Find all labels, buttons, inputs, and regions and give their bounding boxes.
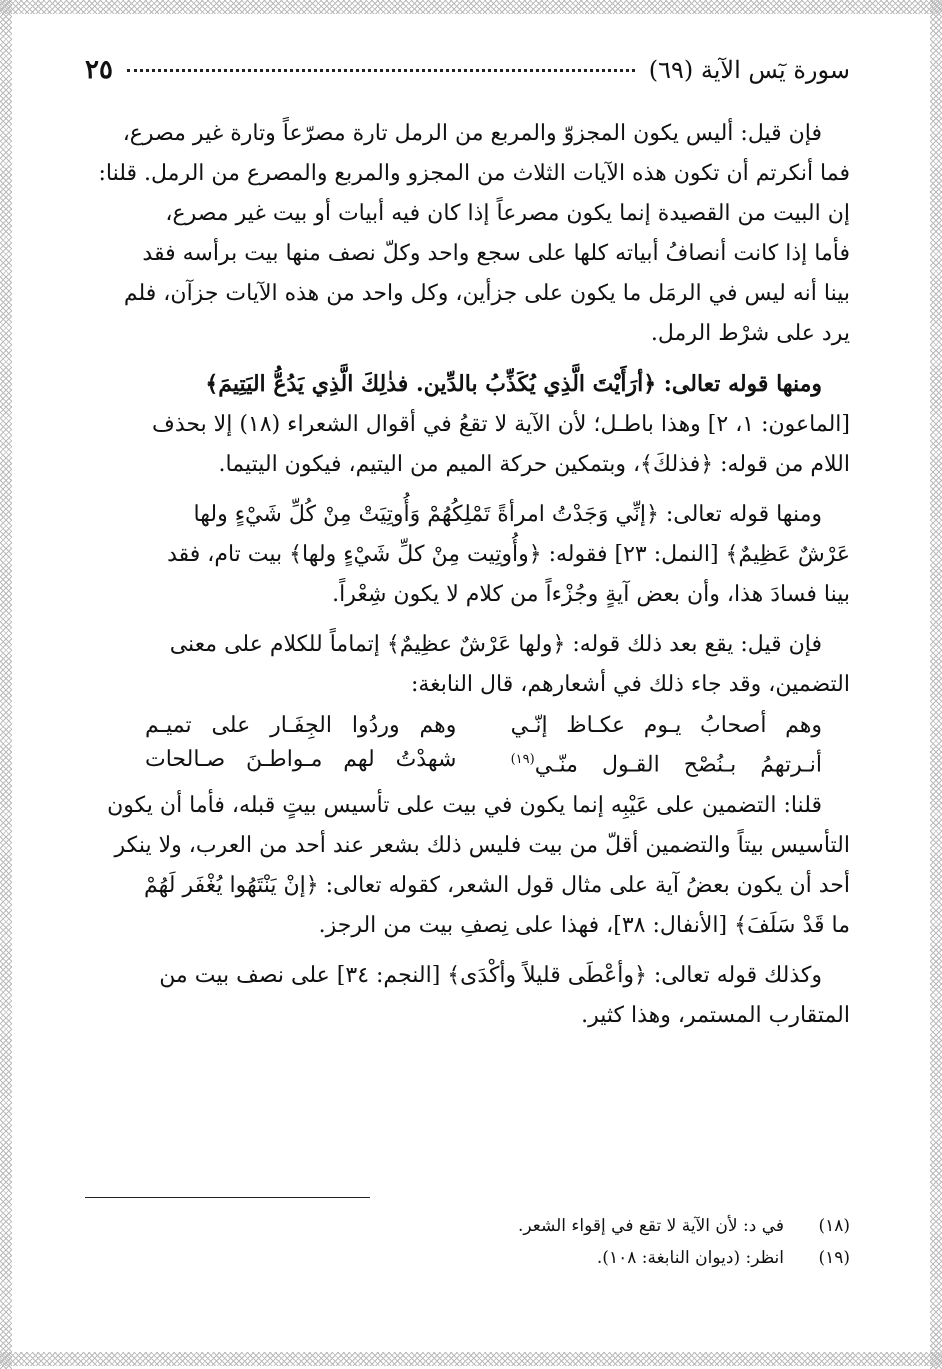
text-line: إن البيت من القصيدة إنما يكون مصرعاً إذا كان فيه أبيات أو بيت غير مصرع، (165, 201, 850, 226)
hemistich-right: وهم أصحابُ يـوم عكـاظ إنّـي (510, 713, 822, 738)
page-border-bottom (0, 1352, 942, 1366)
paragraph (85, 364, 850, 485)
footnote (85, 1242, 850, 1274)
quran-verse-line: ومنها قوله تعالى: ﴿أرَأَيْتَ الَّذِي يُكَذِّبُ بالدِّين. فذٰلِكَ الَّذِي يَدُعُّ اليَتِيمَ﴾ (205, 371, 822, 397)
footnotes (85, 1210, 850, 1274)
text-line: بينا أنه ليس في الرمَل ما يكون على جزأين، وكل واحد من هذه الآيات جزآن، فلم (123, 281, 850, 306)
paragraph (85, 625, 850, 705)
paragraph (85, 114, 850, 354)
poem (85, 709, 850, 782)
text-line: ما قَدْ سَلَفَ﴾ [الأنفال: ٣٨]، فهذا على نِصفِ بيت من الرجز. (318, 913, 850, 939)
page-border-right (930, 0, 942, 1369)
poem-verse (85, 709, 850, 743)
text-line: قلنا: التضمين على عَيْبِه إنما يكون في بيت على تأسيس بيتٍ قبله، فأما أن يكون (107, 793, 822, 819)
text-line: فأما إذا كانت أنصافُ أبياته كلها على سجع واحد وكلّ نصف منها بيت برأسه فقد (142, 241, 850, 266)
text-line: فما أنكرتم أن تكون هذه الآيات الثلاث من المجزو والمربع والمصرع من الرمل. قلنا: (98, 161, 850, 186)
text-line: أحد أن يكون بعضُ آية على مثال قول الشعر، كقوله تعالى: ﴿إنْ يَنْتَهُوا يُغْفَر لَهُمْ (144, 873, 850, 899)
text-line: بينا فسادَ هذا، وأن بعض آيةٍ وجُزْءاً من كلام لا يكون شِعْراً. (332, 582, 850, 607)
footnote-number: (١٩) (818, 1248, 850, 1268)
text-line: اللام من قوله: ﴿فذلكَ﴾، وبتمكين حركة الميم من اليتيم، فيكون اليتيما. (218, 452, 850, 477)
page-border-left (0, 0, 12, 1369)
text-line: فإن قيل: يقع بعد ذلك قوله: ﴿ولها عَرْشٌ عظِيمٌ﴾ إتماماً للكلام على معنى (169, 632, 822, 657)
text-line: التضمين، وقد جاء ذلك في أشعارهم، قال النابغة: (410, 672, 850, 697)
text-line: ومنها قوله تعالى: ﴿إنِّي وَجَدْتُ امرأةً تَمْلِكُهُمْ وَأُوتِيَتْ مِنْ كُلِّ شَيْءٍ ولها (193, 502, 822, 527)
text-line: عَرْشٌ عَظِيمٌ﴾ [النمل: ٢٣] فقوله: ﴿وأُوتِيت مِنْ كلِّ شَيْءٍ ولها﴾ بيت تام، فقد (167, 542, 850, 567)
header-dot-leader (127, 69, 635, 72)
footnote-separator (85, 1197, 370, 1198)
paragraph (85, 495, 850, 615)
text-line: التأسيس بيتاً والتضمين أقلّ من بيت فليس ذلك بشعر عند أحد من العرب، ولا ينكر (114, 833, 850, 859)
hemistich-right: أنـرتهمُ بـنُصْح القـول منّـي$^{(١٩)}$ (510, 752, 822, 778)
paragraph (85, 956, 850, 1036)
poem-verse (85, 743, 850, 782)
hemistich-left: شهدْتُ لهم مـواطـنَ صـالحات (145, 747, 457, 772)
text-line: المتقارب المستمر، وهذا كثير. (581, 1003, 850, 1029)
text-line: [الماعون: ١، ٢] وهذا باطـل؛ لأن الآية لا تقعُ في أقوال الشعراء (١٨) إلا بحذف (152, 412, 850, 437)
page-border-top (0, 0, 942, 14)
footnote-text: في د: لأن الآية لا تقع في إقواء الشعر. (517, 1216, 784, 1236)
paragraph (85, 786, 850, 946)
footnote (85, 1210, 850, 1242)
footnote-marker: (١٩) (510, 752, 535, 767)
text-line: فإن قيل: أليس يكون المجزوّ والمربع من الرمل تارة مصرّعاً وتارة غير مصرع، (122, 121, 822, 146)
running-title: سورة يٓس الآية (٦٩) (648, 56, 850, 84)
text-line: يرد على شرْط الرمل. (650, 321, 850, 346)
footnote-number: (١٨) (818, 1216, 850, 1236)
footnote-text: انظر: (ديوان النابغة: ١٠٨). (596, 1248, 784, 1268)
text-line: وكذلك قوله تعالى: ﴿وأعْطَى قليلاً وأكْدَى﴾ [النجم: ٣٤] على نصف بيت من (159, 963, 822, 989)
hemistich-left: وهم وردُوا الجِفَـار على تميـم (145, 713, 457, 738)
page-number: ٢٥ (85, 55, 113, 85)
running-header (85, 55, 850, 100)
main-text (85, 114, 850, 1036)
page-content (85, 55, 850, 1046)
